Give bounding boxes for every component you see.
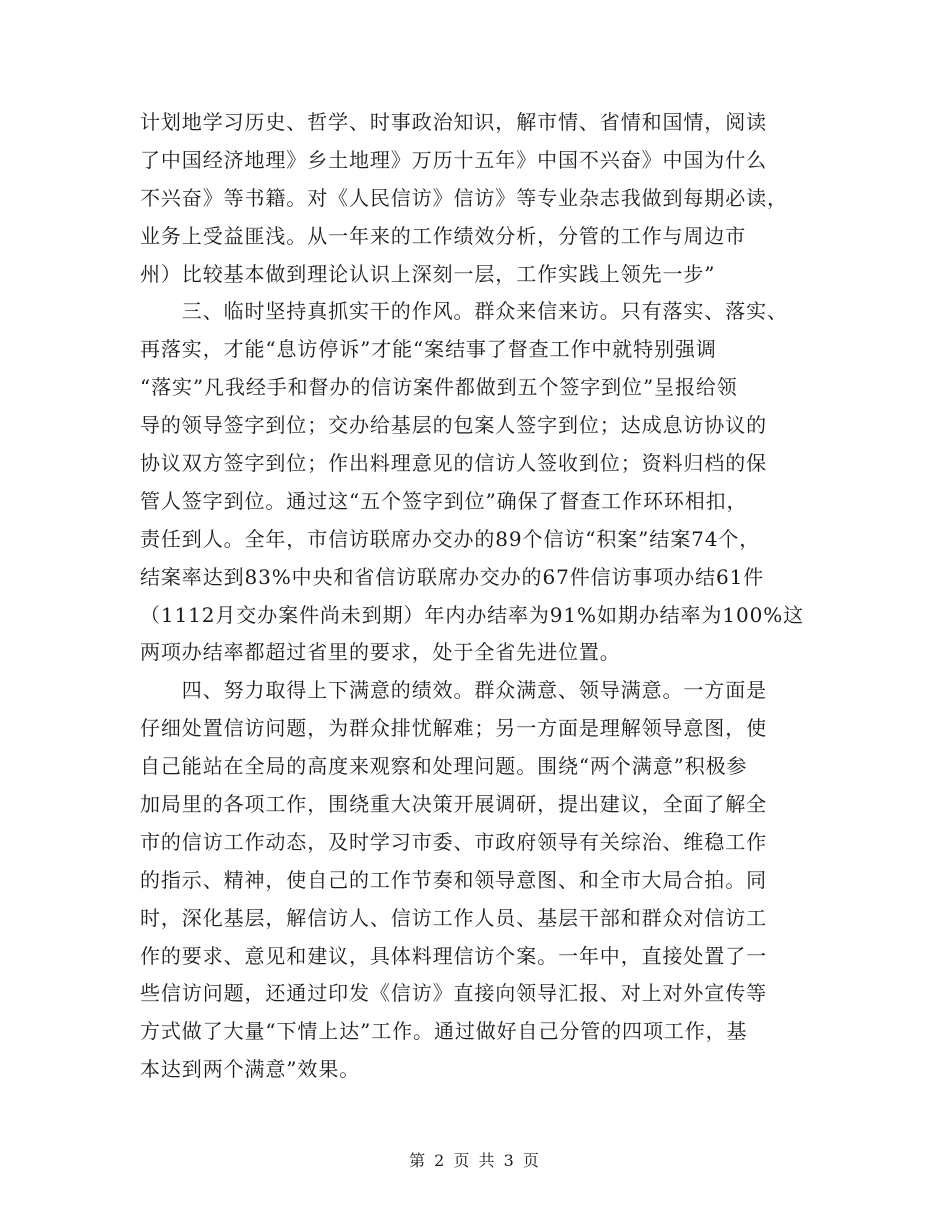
text-line: 不兴奋》等书籍。对《人民信访》信访》等专业杂志我做到每期必读， — [140, 185, 788, 210]
text-line: 三、临时坚持真抓实干的作风。群众来信来访。只有落实、落实、 — [140, 299, 788, 324]
text-line: （1112月交办案件尚未到期）年内办结率为91%如期办结率为100%这 — [140, 602, 805, 627]
text-line: 的指示、精神，使自己的工作节奏和领导意图、和全市大局合拍。同 — [140, 867, 767, 892]
text-line: 州）比较基本做到理论认识上深刻一层，工作实践上领先一步” — [140, 261, 716, 286]
text-line: 两项办结率都超过省里的要求，处于全省先进位置。 — [140, 640, 621, 665]
text-line: “落实”凡我经手和督办的信访案件都做到五个签字到位”呈报给领 — [140, 375, 738, 400]
text-line: 协议双方签字到位；作出料理意见的信访人签收到位；资料归档的保 — [140, 451, 767, 476]
text-line: 计划地学习历史、哲学、时事政治知识，解市情、省情和国情，阅读 — [140, 110, 767, 134]
text-line: 了中国经济地理》乡土地理》万历十五年》中国不兴奋》中国为什么 — [140, 147, 767, 172]
text-line: 自己能站在全局的高度来观察和处理问题。围绕“两个满意”积极参 — [140, 754, 748, 779]
text-line: 管人签字到位。通过这“五个签字到位”确保了督查工作环环相扣， — [140, 488, 748, 513]
text-line: 仔细处置信访问题，为群众排忧解难；另一方面是理解领导意图，使 — [140, 716, 767, 741]
text-line: 导的领导签字到位；交办给基层的包案人签字到位；达成息访协议的 — [140, 413, 767, 438]
text-line: 方式做了大量“下情上达”工作。通过做好自己分管的四项工作，基 — [140, 1019, 748, 1044]
text-line: 再落实，才能“息访停诉”才能“案结事了督查工作中就特别强调 — [140, 337, 717, 362]
text-line: 加局里的各项工作，围绕重大决策开展调研，提出建议，全面了解全 — [140, 792, 767, 817]
text-line: 市的信访工作动态，及时学习市委、市政府领导有关综治、维稳工作 — [140, 829, 767, 854]
text-line: 业务上受益匪浅。从一年来的工作绩效分析，分管的工作与周边市 — [140, 223, 747, 248]
text-line: 作的要求、意见和建议，具体料理信访个案。一年中，直接处置了一 — [140, 943, 767, 968]
text-line: 些信访问题，还通过印发《信访》直接向领导汇报、对上对外宣传等 — [140, 981, 767, 1006]
text-line: 四、努力取得上下满意的绩效。群众满意、领导满意。一方面是 — [140, 678, 767, 703]
text-line: 结案率达到83%中央和省信访联席办交办的67件信访事项办结61件 — [140, 564, 765, 589]
page-number-footer: 第 2 页 共 3 页 — [409, 1151, 541, 1170]
text-line: 时，深化基层，解信访人、信访工作人员、基层干部和群众对信访工 — [140, 905, 767, 930]
text-line: 本达到两个满意”效果。 — [140, 1057, 361, 1082]
body-text — [140, 104, 820, 1089]
text-line: 责任到人。全年，市信访联席办交办的89个信访“积案”结案74个， — [140, 526, 761, 551]
